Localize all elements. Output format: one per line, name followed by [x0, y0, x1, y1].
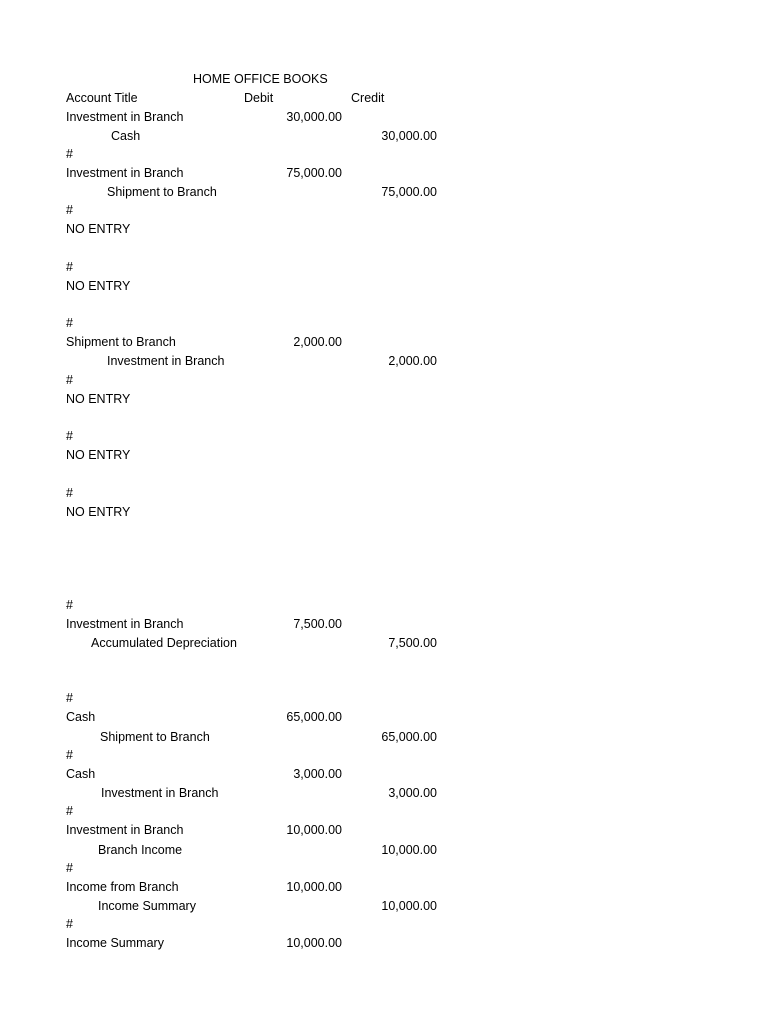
- no-entry-label: NO ENTRY: [66, 448, 131, 462]
- credit-amount: 2,000.00: [388, 354, 437, 368]
- debit-amount: 30,000.00: [286, 110, 342, 124]
- account-title: Cash: [66, 710, 96, 724]
- account-title: Income Summary: [98, 899, 196, 913]
- account-title: Cash: [111, 129, 141, 143]
- entry-separator: #: [66, 598, 73, 612]
- account-title: Shipment to Branch: [66, 335, 176, 349]
- debit-amount: 65,000.00: [286, 710, 342, 724]
- entry-separator: #: [66, 861, 73, 875]
- entry-separator: #: [66, 748, 73, 762]
- entry-separator: #: [66, 429, 73, 443]
- credit-amount: 75,000.00: [381, 185, 437, 199]
- credit-amount: 30,000.00: [381, 129, 437, 143]
- column-header-account: Account Title: [66, 91, 138, 105]
- no-entry-label: NO ENTRY: [66, 392, 131, 406]
- account-title: Income Summary: [66, 936, 164, 950]
- account-title: Branch Income: [98, 843, 183, 857]
- debit-amount: 10,000.00: [286, 936, 342, 950]
- entry-separator: #: [66, 147, 73, 161]
- debit-amount: 75,000.00: [286, 166, 342, 180]
- debit-amount: 7,500.00: [293, 617, 342, 631]
- account-title: Income from Branch: [66, 880, 179, 894]
- credit-amount: 10,000.00: [381, 899, 437, 913]
- debit-amount: 10,000.00: [286, 823, 342, 837]
- account-title: Accumulated Depreciation: [91, 636, 237, 650]
- no-entry-label: NO ENTRY: [66, 505, 131, 519]
- no-entry-label: NO ENTRY: [66, 222, 131, 236]
- debit-amount: 2,000.00: [293, 335, 342, 349]
- account-title: Shipment to Branch: [100, 730, 210, 744]
- entry-separator: #: [66, 486, 73, 500]
- debit-amount: 3,000.00: [293, 767, 342, 781]
- account-title: Investment in Branch: [107, 354, 225, 368]
- entry-separator: #: [66, 804, 73, 818]
- entry-separator: #: [66, 691, 73, 705]
- credit-amount: 7,500.00: [388, 636, 437, 650]
- entry-separator: #: [66, 260, 73, 274]
- page-title: HOME OFFICE BOOKS: [193, 72, 328, 86]
- column-header-debit: Debit: [244, 91, 274, 105]
- account-title: Investment in Branch: [66, 166, 184, 180]
- entry-separator: #: [66, 373, 73, 387]
- column-header-credit: Credit: [351, 91, 385, 105]
- entry-separator: #: [66, 917, 73, 931]
- credit-amount: 10,000.00: [381, 843, 437, 857]
- entry-separator: #: [66, 203, 73, 217]
- debit-amount: 10,000.00: [286, 880, 342, 894]
- account-title: Investment in Branch: [66, 617, 184, 631]
- no-entry-label: NO ENTRY: [66, 279, 131, 293]
- account-title: Investment in Branch: [101, 786, 219, 800]
- credit-amount: 65,000.00: [381, 730, 437, 744]
- account-title: Shipment to Branch: [107, 185, 217, 199]
- account-title: Cash: [66, 767, 96, 781]
- account-title: Investment in Branch: [66, 110, 184, 124]
- credit-amount: 3,000.00: [388, 786, 437, 800]
- account-title: Investment in Branch: [66, 823, 184, 837]
- entry-separator: #: [66, 316, 73, 330]
